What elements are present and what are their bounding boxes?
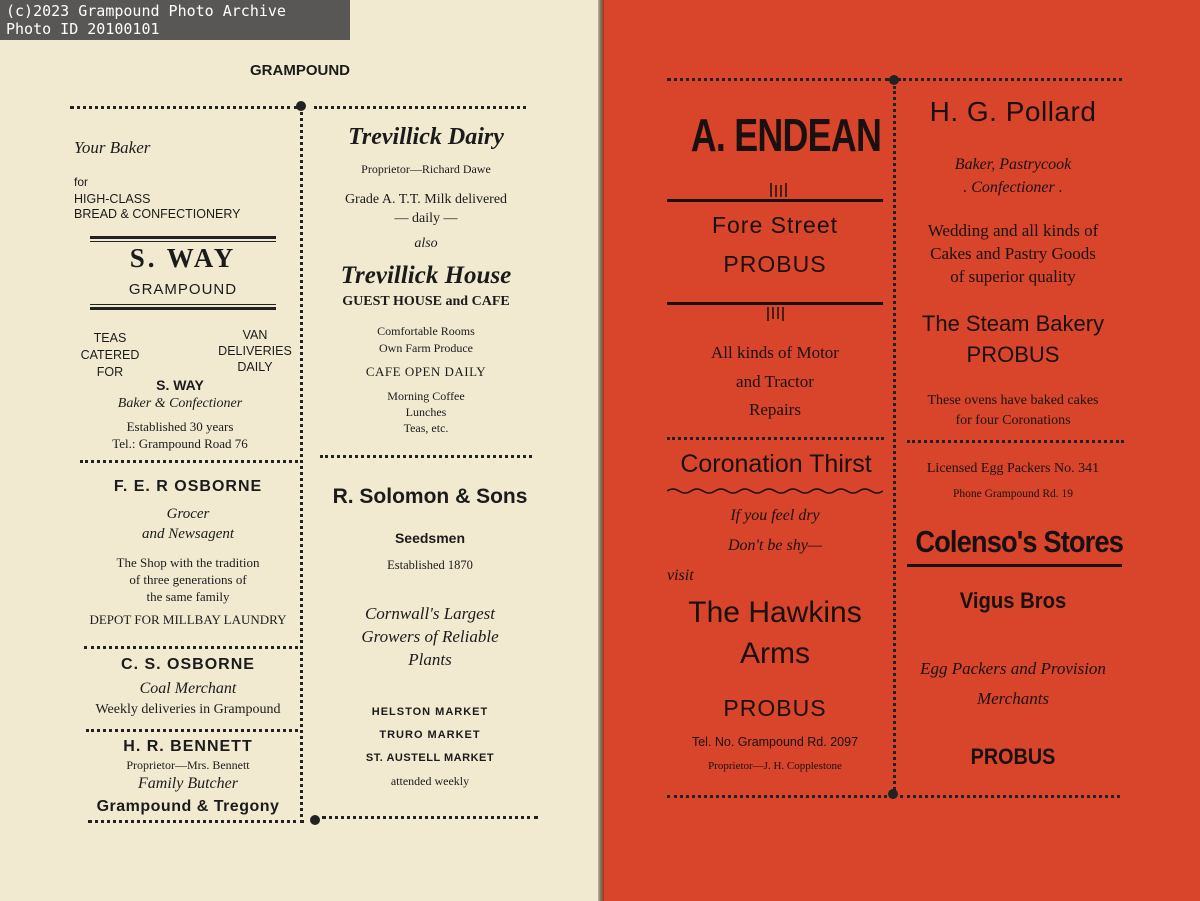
ad-subtitle: GUEST HOUSE and CAFE — [342, 294, 510, 309]
divider — [667, 437, 884, 440]
watermark — [0, 0, 350, 40]
business-address: Fore Street — [711, 212, 839, 238]
business-town: PROBUS — [970, 744, 1056, 769]
rule — [667, 302, 883, 305]
ad-text: VAN — [242, 328, 268, 342]
ad-text: for four Coronations — [955, 413, 1071, 428]
teas-catered-col — [70, 330, 150, 381]
ad-trade: . Confectioner . — [963, 179, 1063, 196]
ad-headline: Coronation Thirst — [680, 450, 872, 478]
ad-text: Grade A. T.T. Milk delivered — [344, 192, 508, 207]
ad-text: If you feel dry — [730, 507, 820, 524]
van-deliveries-col — [212, 327, 298, 375]
divider-dot — [310, 815, 320, 825]
ad-text: Wedding and all kinds of — [927, 221, 1099, 240]
divider — [907, 440, 1124, 443]
business-name: C. S. OSBORNE — [121, 656, 255, 673]
ad-slogan: Growers of Reliable — [361, 627, 499, 646]
business-name: The Steam Bakery — [921, 311, 1105, 336]
divider — [84, 646, 298, 649]
ad-trade: Baker, Pastrycook — [954, 156, 1072, 173]
business-name: Arms — [740, 637, 810, 670]
ornament-icon — [768, 182, 790, 198]
divider — [667, 795, 887, 798]
ad-text: BREAD & CONFECTIONERY — [74, 207, 241, 221]
ad-text: DAILY — [237, 360, 273, 374]
ad-text: — daily — — [394, 211, 458, 226]
ad-text: Tel.: Grampound Road 76 — [112, 436, 248, 451]
ad-text: Established 30 years — [126, 419, 234, 434]
business-place: GRAMPOUND — [128, 281, 238, 298]
ad-text: Cakes and Pastry Goods — [930, 244, 1096, 263]
divider-dot — [296, 101, 306, 111]
rule — [667, 199, 883, 202]
ad-text: also — [414, 236, 438, 251]
ad-text: Proprietor—J. H. Copplestone — [708, 760, 842, 772]
ad-text: FOR — [96, 365, 124, 379]
divider — [314, 106, 526, 109]
ad-subtitle: Seedsmen — [394, 530, 466, 546]
ad-text: attended weekly — [390, 774, 470, 788]
business-name: S. WAY — [129, 243, 237, 273]
ad-text: Morning Coffee — [387, 389, 465, 403]
ad-text: CAFE OPEN DAILY — [365, 364, 487, 379]
page-header: GRAMPOUND — [250, 62, 350, 79]
ad-text: Don't be shy— — [727, 537, 823, 554]
business-name: The Hawkins — [688, 596, 862, 629]
ad-trade: Merchants — [976, 689, 1050, 708]
divider — [667, 78, 889, 81]
divider — [80, 460, 298, 463]
column-divider — [300, 112, 303, 817]
ad-text: Repairs — [749, 400, 801, 419]
ornament-icon — [765, 306, 787, 322]
ad-text: the same family — [146, 589, 230, 604]
ad-text: Proprietor—Richard Dawe — [361, 162, 491, 176]
divider — [900, 795, 1120, 798]
ad-text: Own Farm Produce — [379, 341, 473, 355]
ad-text: HELSTON MARKET — [371, 706, 489, 718]
rule — [907, 564, 1122, 567]
business-name: Trevillick Dairy — [348, 124, 504, 150]
ad-trade: Baker & Confectioner — [117, 396, 243, 411]
ad-text: TRURO MARKET — [379, 729, 481, 741]
ad-text: Comfortable Rooms — [377, 324, 475, 338]
rule — [90, 236, 276, 239]
book-spine — [598, 0, 604, 901]
business-town: PROBUS — [966, 342, 1060, 367]
ad-text: of superior quality — [950, 267, 1076, 286]
wavy-rule — [667, 482, 883, 490]
watermark-line: Photo ID 20100101 — [6, 20, 160, 38]
watermark-line: (c)2023 Grampound Photo Archive — [6, 2, 286, 20]
ad-text: ST. AUSTELL MARKET — [365, 752, 495, 764]
ad-text: CATERED — [80, 348, 140, 362]
ad-text: The Shop with the tradition — [116, 555, 260, 570]
rule — [90, 307, 276, 310]
ad-text: Licensed Egg Packers No. 341 — [926, 461, 1100, 476]
business-name: R. Solomon & Sons — [332, 485, 528, 508]
business-name: H. G. Pollard — [929, 96, 1097, 127]
business-name: Trevillick House — [340, 262, 512, 289]
ad-text: Phone Grampound Rd. 19 — [952, 488, 1074, 500]
divider — [86, 729, 298, 732]
ad-slogan: Plants — [408, 650, 452, 669]
divider — [322, 816, 538, 819]
ad-text: Lunches — [405, 405, 447, 419]
ad-trade: Grocer — [166, 506, 210, 522]
ad-text: All kinds of Motor — [711, 343, 839, 362]
business-name: S. WAY — [156, 377, 204, 393]
business-name: H. R. BENNETT — [123, 738, 253, 755]
rule — [90, 241, 276, 242]
ad-text: Teas, etc. — [403, 421, 449, 435]
business-town: PROBUS — [723, 695, 827, 721]
divider — [70, 106, 298, 109]
ad-trade: Family Butcher — [138, 775, 238, 792]
ad-text: DEPOT FOR MILLBAY LAUNDRY — [89, 612, 287, 627]
business-name: A. ENDEAN — [690, 109, 882, 161]
divider — [320, 455, 532, 458]
ad-text: DELIVERIES — [218, 344, 292, 358]
ad-text: for — [74, 175, 89, 189]
ad-text: Established 1870 — [387, 558, 473, 572]
ad-trade: Egg Packers and Provision — [920, 659, 1106, 678]
ad-text: visit — [667, 567, 694, 584]
ad-text: Tel. No. Grampound Rd. 2097 — [691, 735, 859, 749]
business-name: F. E. R OSBORNE — [113, 478, 263, 495]
divider — [898, 78, 1122, 81]
business-name: Vigus Bros — [959, 588, 1067, 613]
ad-tagline: Your Baker — [74, 138, 151, 157]
divider-dot — [889, 75, 899, 85]
ad-text: and Tractor — [736, 372, 814, 391]
business-name: Colenso's Stores — [915, 524, 1123, 559]
ad-text: of three generations of — [129, 572, 247, 587]
ad-text: TEAS — [93, 331, 127, 345]
ad-text: HIGH-CLASS — [74, 192, 151, 206]
ad-text: Weekly deliveries in Grampound — [95, 702, 281, 717]
ad-trade: Coal Merchant — [139, 680, 237, 697]
column-divider — [893, 86, 896, 790]
ad-slogan: Cornwall's Largest — [364, 604, 496, 623]
divider-dot — [888, 789, 898, 799]
ad-text: Proprietor—Mrs. Bennett — [126, 758, 250, 772]
rule — [90, 304, 276, 305]
business-town: PROBUS — [723, 251, 827, 277]
divider — [88, 820, 304, 823]
ad-text: These ovens have baked cakes — [927, 393, 1099, 408]
business-place: Grampound & Tregony — [96, 798, 280, 815]
ad-trade: and Newsagent — [141, 526, 235, 542]
